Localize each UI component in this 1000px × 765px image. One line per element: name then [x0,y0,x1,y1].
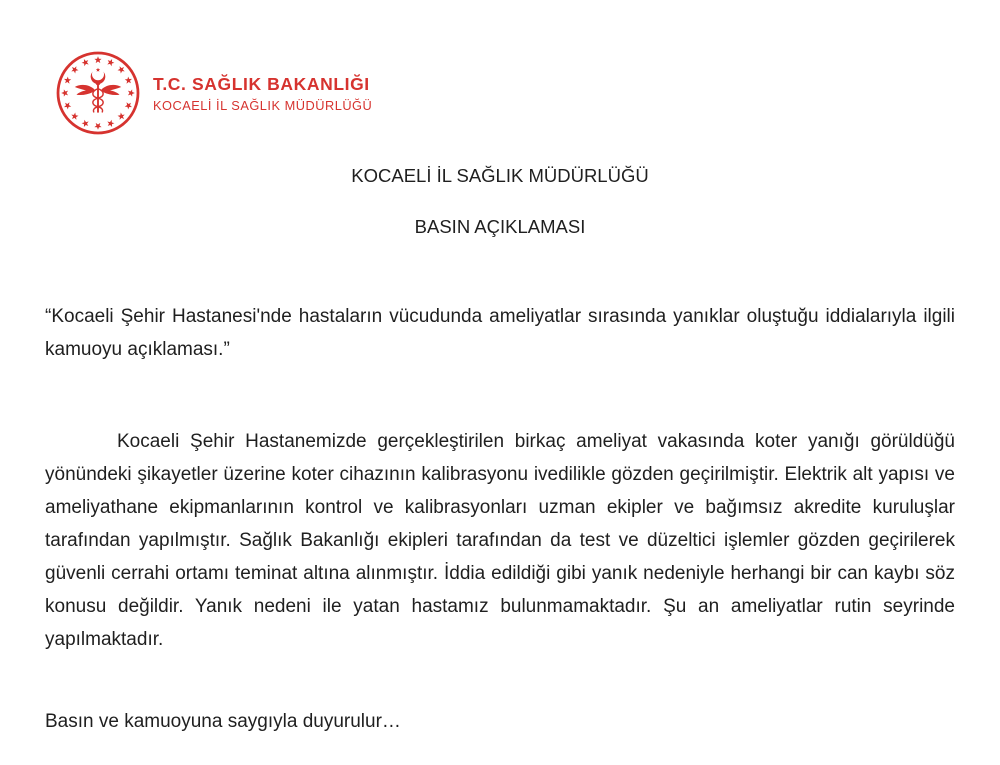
document-body [45,300,955,738]
closing-line: Basın ve kamuoyuna saygıyla duyurulur… [45,711,401,732]
main-paragraph: Kocaeli Şehir Hastanemizde gerçekleştirilen birkaç ameliyat vakasında koter yanığı görüldüğü yönündeki şikayetler üzerine koter cihazının kalibrasyonu ivedilikle gözden geçirilmiştir. Elektrik alt yapısı ve ameliyathane ekipmanlarının kontrol ve kalibrasyonları uzman ekipler ve bağımsız akredite kuruluşlar tarafından yapılmıştır. Sağlık Bakanlığı ekipleri tarafından da test ve düzeltici işlemler gözden geçirilerek güvenli cerrahi ortamı teminat altına alınmıştır. İddia edildiği gibi yanık nedeniyle herhangi bir can kaybı söz konusu değildir. Yanık nedeni ile yatan hastamız bulunmamaktadır. Şu an ameliyatlar rutin seyrinde yapılmaktadır. [45,431,955,650]
quote-paragraph: “Kocaeli Şehir Hastanesi'nde hastaların vücudunda ameliyatlar sırasında yanıklar oluştuğu iddialarıyla ilgili kamuoyu açıklaması.” [45,306,955,360]
document-subtitle: BASIN AÇIKLAMASI [414,216,586,237]
ministry-name: T.C. SAĞLIK BAKANLIĞI [153,74,370,95]
document-title: KOCAELİ İL SAĞLIK MÜDÜRLÜĞÜ [351,165,649,186]
letterhead-text [153,72,372,114]
ministry-of-health-emblem-icon [55,50,141,136]
letterhead [55,50,372,136]
directorate-name: KOCAELİ İL SAĞLIK MÜDÜRLÜĞÜ [153,97,373,113]
